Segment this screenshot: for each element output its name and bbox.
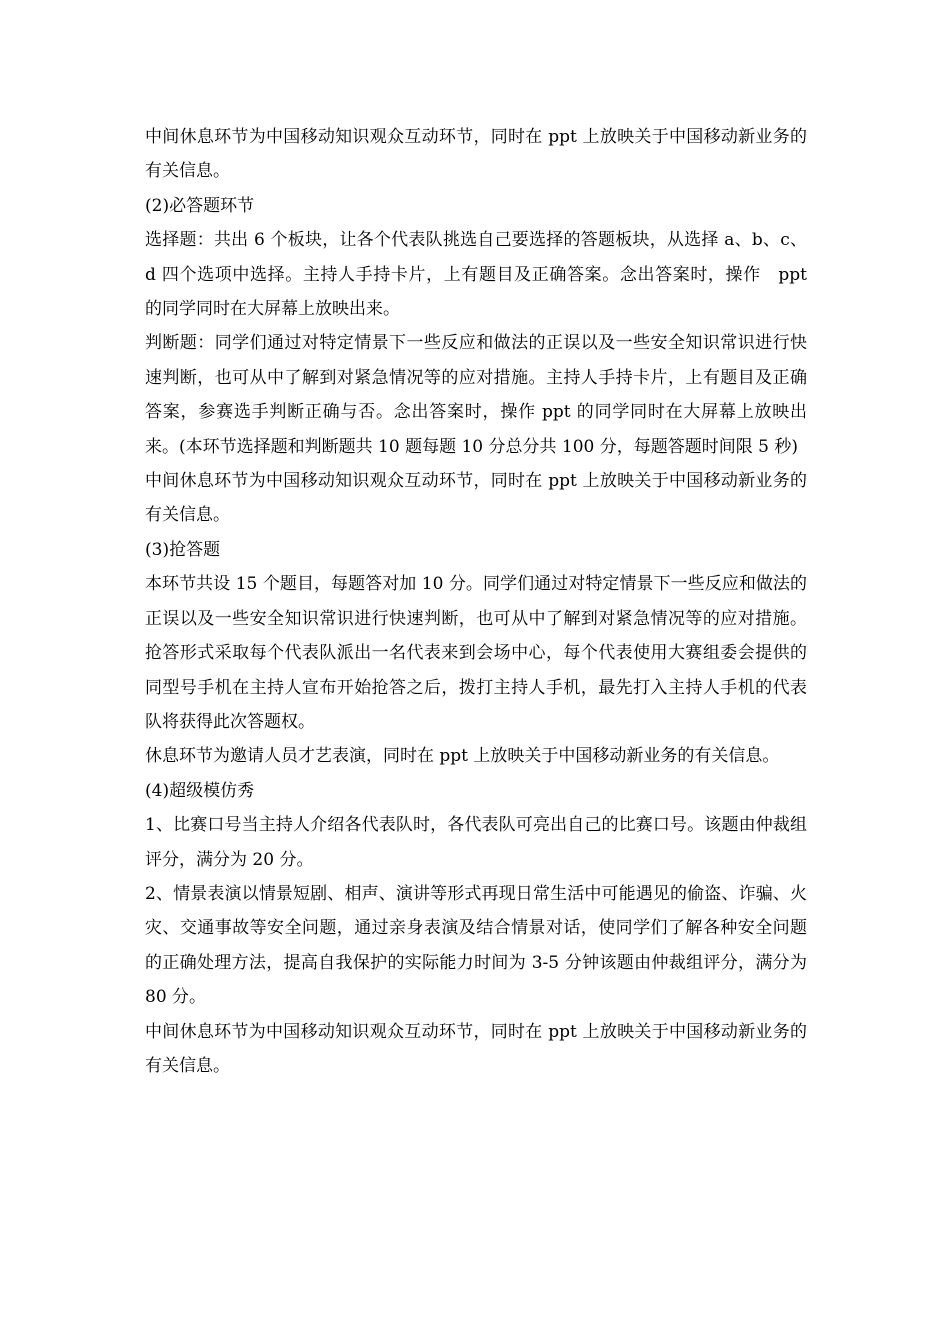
paragraph-break-intro-3: 中间休息环节为中国移动知识观众互动环节，同时在 ppt 上放映关于中国移动新业务的有关信息。	[145, 1021, 807, 1076]
section-heading-required-questions: (2)必答题环节	[145, 195, 255, 216]
paragraph-quick-response: 本环节共设 15 个题目，每题答对加 10 分。同学们通过对特定情景下一些反应和做法的正误以及一些安全知识常识进行快速判断，也可从中了解到对紧急情况等的应对措施。抢答形式采取每个代表队派出一名代表来到会场中心，每个代表使用大赛组委会提供的同型号手机在主持人宣布开始抢答之后，拨打主持人手机，最先打入主持人手机的代表队将获得此次答题权。	[145, 574, 807, 732]
paragraph-multiple-choice: 选择题：共出 6 个板块，让各个代表队挑选自己要选择的答题板块，从选择 a、b、c、d 四个选项中选择。主持人手持卡片，上有题目及正确答案。念出答案时，操作 ppt 的同学同时在大屏幕上放映出来。	[145, 230, 807, 320]
document-body	[145, 120, 807, 1083]
paragraph-talent-break: 休息环节为邀请人员才艺表演，同时在 ppt 上放映关于中国移动新业务的有关信息。	[145, 746, 780, 767]
paragraph-true-false: 判断题：同学们通过对特定情景下一些反应和做法的正误以及一些安全知识常识进行快速判断，也可从中了解到对紧急情况等的应对措施。主持人手持卡片，上有题目及正确答案，参赛选手判断正确与否。念出答案时，操作 ppt 的同学同时在大屏幕上放映出来。(本环节选择题和判断题共 10 题每题 10 分总分共 100 分，每题答题时间限 5 秒)	[145, 333, 807, 457]
paragraph-scenario-performance: 2、情景表演以情景短剧、相声、演讲等形式再现日常生活中可能遇见的偷盗、诈骗、火灾、交通事故等安全问题，通过亲身表演及结合情景对话，使同学们了解各种安全问题的正确处理方法，提高自我保护的实际能力时间为 3-5 分钟该题由仲裁组评分，满分为 80 分。	[145, 883, 807, 1008]
paragraph-break-intro-2: 中间休息环节为中国移动知识观众互动环节，同时在 ppt 上放映关于中国移动新业务的有关信息。	[145, 471, 807, 526]
paragraph-break-intro-1: 中间休息环节为中国移动知识观众互动环节，同时在 ppt 上放映关于中国移动新业务的有关信息。	[145, 127, 807, 182]
section-heading-quick-response: (3)抢答题	[145, 539, 221, 560]
section-heading-imitation-show: (4)超级模仿秀	[145, 780, 255, 801]
paragraph-slogan: 1、比赛口号当主持人介绍各代表队时，各代表队可亮出自己的比赛口号。该题由仲裁组评分，满分为 20 分。	[145, 815, 807, 870]
